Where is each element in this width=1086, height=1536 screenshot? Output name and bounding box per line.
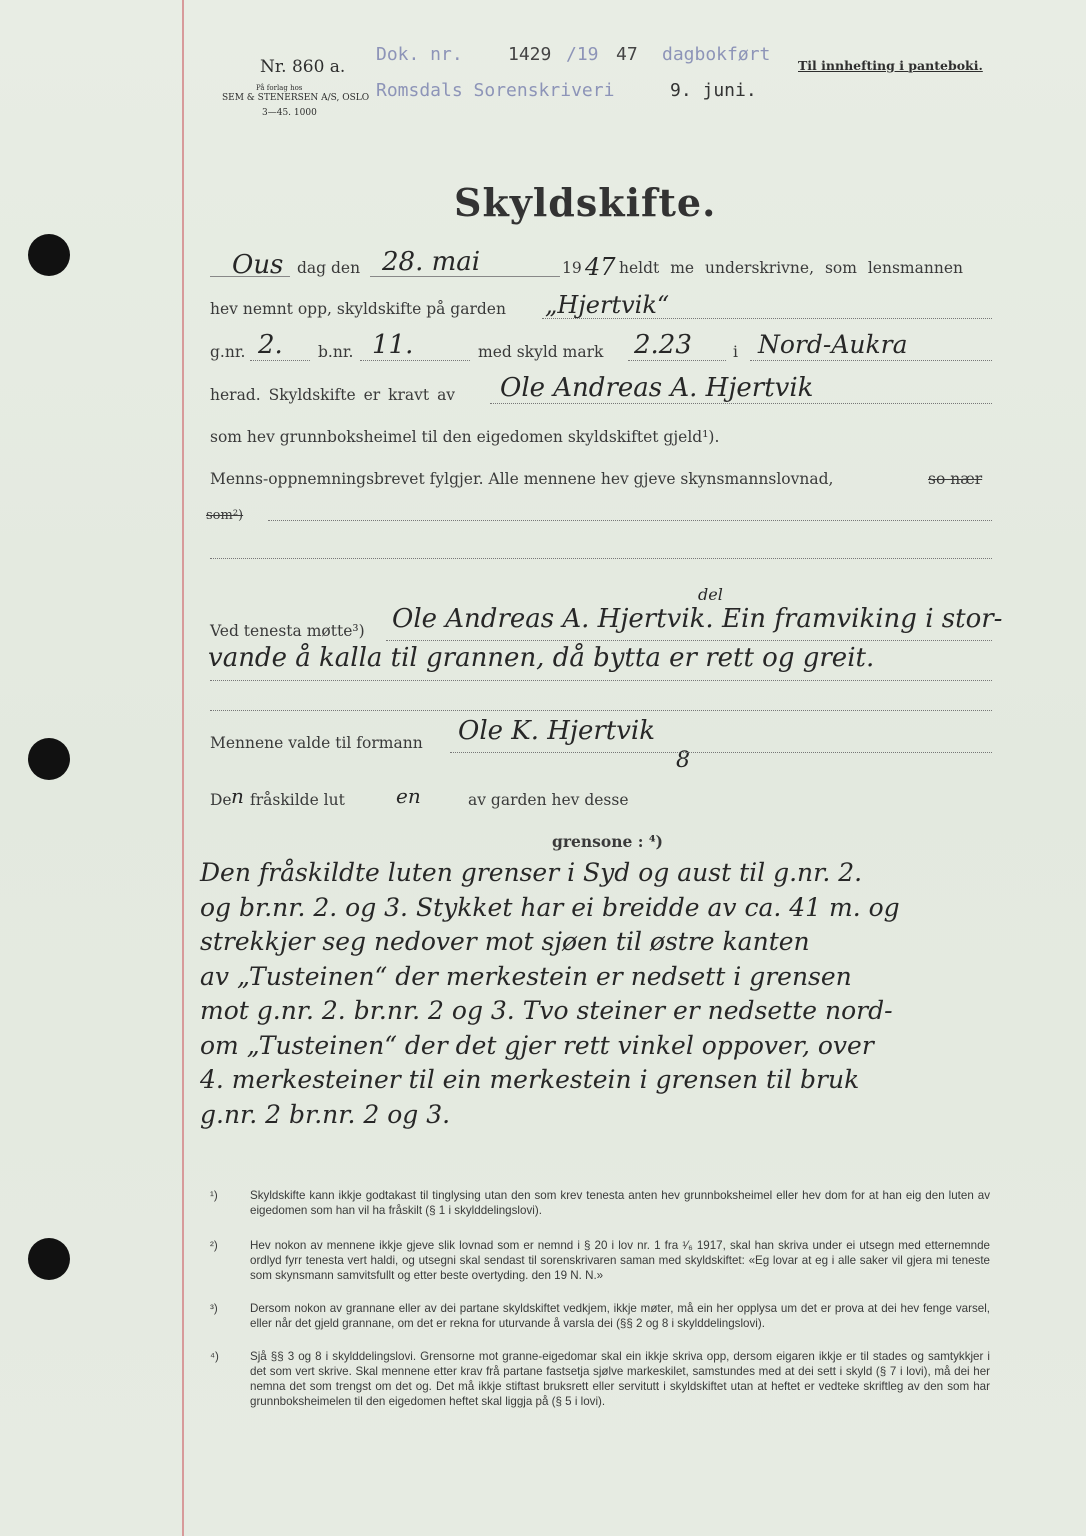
boundary-line: g.nr. 2 br.nr. 2 og 3. [200,1099,451,1129]
stamp-year: 47 [616,44,638,65]
skyld-handwritten: 2.23 [634,330,692,360]
footnote-number: ¹) [210,1189,218,1202]
boundary-line: av „Tusteinen“ der merkestein er nedsett i grensen [200,961,852,991]
footnote-text: Hev nokon av mennene ikkje gjeve slik lovnad som er nemnd i § 20 i lov nr. 1 fra ¹⁄₆ 1917, skal han skriva under ei utsegn med etternemnde ordlyd fyrr tenesta vert haldi, og utsegni skal sendast til sorenskrivaren saman med skyldskiftet: «Eg lovar at eg i alle saker vil gjera mi teneste som skynsmann samvitsfullt og etter beste overtyding. den 19 N. N.» [250,1239,990,1282]
stamp-dagbokfort: dagbokført [662,44,771,65]
form-number: Nr. 860 a. [260,57,346,77]
line4-label: herad. Skyldskifte er kravt av [210,386,456,404]
line2-label: hev nemnt opp, skyldskifte på garden [210,300,506,318]
lot-handwritten-a: n [231,784,244,808]
gnr-line [250,360,310,361]
boundary-line: Den fråskildte luten grenser i Syd og aust til g.nr. 2. [200,858,863,887]
footnote-2 [210,1238,990,1283]
date-handwritten: 28. mai [382,247,481,277]
line5: som hev grunnboksheimel til den eigedomen skyldskiftet gjeld¹). [210,428,720,446]
boundary-line: strekkjer seg nedover mot sjøen til østre kanten [200,927,810,956]
bnr-handwritten: 11. [372,330,414,360]
bnr-line [360,360,470,361]
stamp-dok-nr: Dok. nr. [376,44,463,65]
attended-label: Ved tenesta møtte³) [210,622,365,640]
line6-struck: so nær [928,470,983,488]
year-handwritten: 47 [585,253,616,281]
gnr-handwritten: 2. [258,330,283,360]
attended-line-1 [386,640,992,641]
stamp-year-prefix: /19 [566,44,599,65]
herad-handwritten: Nord-Aukra [758,330,908,359]
stamp-court-name: Romsdals Sorenskriveri [376,80,615,101]
attended-handwritten-1: Ole Andreas A. Hjertvik. Ein framviking i stor- [392,604,1003,634]
place-handwritten: Ous [232,250,284,280]
boundary-text [200,856,1000,1132]
boundary-line: 4. merkesteiner til ein merkestein i grensen til bruk [200,1065,860,1094]
lot-handwritten-b: en [396,784,421,808]
farm-name-handwritten: „Hjertvik“ [545,291,670,319]
footnote-number: ⁴) [210,1350,219,1363]
lot-label-c: av garden hev desse [468,791,629,809]
year-prefix: 19 [562,259,582,277]
binding-label: Til innhefting i panteboki. [798,58,983,73]
punch-hole-bottom [28,1238,70,1280]
footnote-3 [210,1301,990,1331]
requester-handwritten: Ole Andreas A. Hjertvik [500,373,814,403]
footnote-number: ³) [210,1302,218,1315]
publisher-line1: På forlag hos [256,84,303,92]
blank-line-2 [210,558,992,559]
skyld-label: med skyld mark [478,343,604,361]
dag-den-label: dag den [297,259,361,277]
footnote-text: Skyldskifte kann ikkje godtakast til tinglysing utan den som krev tenesta anten hev grunnboksheimel eller hev dom for at han eig den luten av eigedomen som han vil ha fråskilt (§ 1 i skylddelingslovi). [250,1189,990,1217]
lot-label-a: De [210,791,232,809]
footnote-text: Dersom nokon av grannane eller av dei partane skyldskiftet vedkjem, ikkje møter, må ein her opplysa um det er prova at dei hev fenge varsel, eller når det gjeld grannane, om det er rekna for uturvande å varsla dei (§§ 2 og 8 i skylddelingslovi). [250,1302,990,1330]
punch-hole-middle [28,738,70,780]
publisher-line2: SEM & STENERSEN A/S, OSLO [222,93,370,103]
boundary-heading: grensone : ⁴) [552,832,663,851]
requester-line [490,403,992,404]
attended-line-3 [210,710,992,711]
farm-line [542,318,992,319]
date-line [370,276,560,277]
boundary-line: om „Tusteinen“ der det gjer rett vinkel oppover, over [200,1030,874,1060]
chairman-mark: 8 [676,748,690,773]
chairman-label: Mennene valde til formann [210,734,423,752]
print-code: 3—45. 1000 [262,108,317,118]
margin-rule [182,0,184,1536]
attended-insert: del [698,585,723,604]
punch-hole-top [28,234,70,276]
herad-line [750,360,992,361]
line6: Menns-oppnemningsbrevet fylgjer. Alle mennene hev gjeve skynsmannslovnad, [210,470,834,488]
attended-handwritten-2: vande å kalla til grannen, då bytta er rett og greit. [208,643,875,673]
boundary-line: mot g.nr. 2. br.nr. 2 og 3. Tvo steiner er nedsette nord- [200,996,893,1025]
footnote-text: Sjå §§ 3 og 8 i skylddelingslovi. Grensorne mot granne-eigedomar skal ein ikkje skriva opp, dersom eigaren ikkje er til stades og samtykkjer i det som vert skrive. Skal mennene etter krav frå partane fastsetja sjølve markeskilet, samstundes med at dei sett i skyld (§ 7 i lovi), må dei her nemna det som trengst om det og. Det må ikkje stiftast bruksrett eller servitutt i skyldskiftet utan at heftet er vedteke skriftleg av den som har grunnboksheimelen til den eigedomen heftet skal liggja på (§ 5 i lovi). [250,1350,990,1408]
i-label: i [733,343,738,361]
line1-rest: heldt me underskrivne, som lensmannen [619,259,963,277]
boundary-line: og br.nr. 2. og 3. Stykket har ei breidde av ca. 41 m. og [200,892,900,922]
chairman-handwritten: Ole K. Hjertvik [458,716,655,746]
stamp-date: 9. juni. [670,80,757,101]
line7-struck: som²) [206,508,244,523]
chairman-line [450,752,992,753]
footnote-4 [210,1349,990,1409]
footnote-1 [210,1188,990,1218]
bnr-label: b.nr. [318,343,354,361]
footnote-number: ²) [210,1239,218,1252]
gnr-label: g.nr. [210,343,246,361]
attended-line-2 [210,680,992,681]
place-line [210,276,290,277]
blank-line-1 [268,520,992,521]
doc-number: 1429 [508,44,552,65]
page-title: Skyldskifte. [454,180,717,225]
lot-label-b: fråskilde lut [250,791,345,809]
skyld-line [628,360,726,361]
